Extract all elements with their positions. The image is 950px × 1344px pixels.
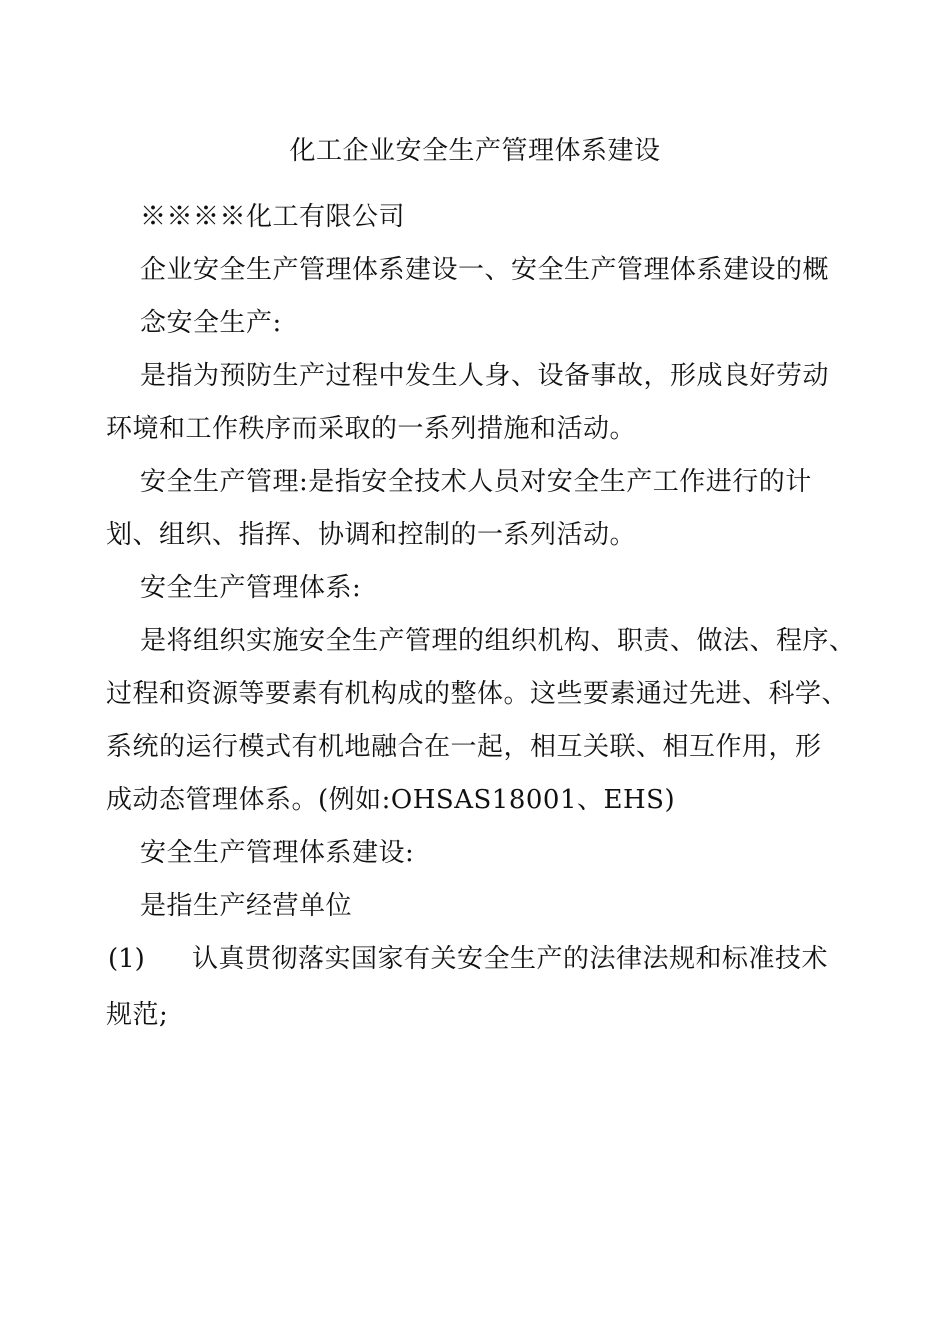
paragraph-line: 系统的运行模式有机地融合在一起，相互关联、相互作用，形	[106, 732, 822, 762]
paragraph-line: 是指为预防生产过程中发生人身、设备事故，形成良好劳动	[140, 361, 830, 391]
paragraph-line: 是指生产经营单位	[140, 891, 353, 921]
paragraph-line: 安全生产管理体系:	[140, 573, 362, 603]
paragraph-line: 过程和资源等要素有机构成的整体。这些要素通过先进、科学、	[106, 679, 849, 709]
list-item-number: (1)	[108, 944, 145, 974]
document-title: 化工企业安全生产管理体系建设	[289, 136, 661, 166]
company-name: ※※※※化工有限公司	[140, 202, 406, 232]
paragraph-line: 划、组织、指挥、协调和控制的一系列活动。	[106, 520, 637, 550]
paragraph-line: 念安全生产:	[140, 308, 282, 338]
list-item-text-continued: 规范;	[106, 1000, 169, 1030]
paragraph-line: 企业安全生产管理体系建设一、安全生产管理体系建设的概	[140, 255, 830, 285]
paragraph-line: 安全生产管理体系建设:	[140, 838, 415, 868]
paragraph-line: 是将组织实施安全生产管理的组织机构、职责、做法、程序、	[140, 626, 856, 656]
paragraph-line: 环境和工作秩序而采取的一系列措施和活动。	[106, 414, 637, 444]
paragraph-line: 成动态管理体系。(例如:OHSAS18001、EHS)	[106, 785, 676, 815]
paragraph-line: 安全生产管理:是指安全技术人员对安全生产工作进行的计	[140, 467, 812, 497]
list-item-text: 认真贯彻落实国家有关安全生产的法律法规和标准技术	[192, 944, 829, 974]
